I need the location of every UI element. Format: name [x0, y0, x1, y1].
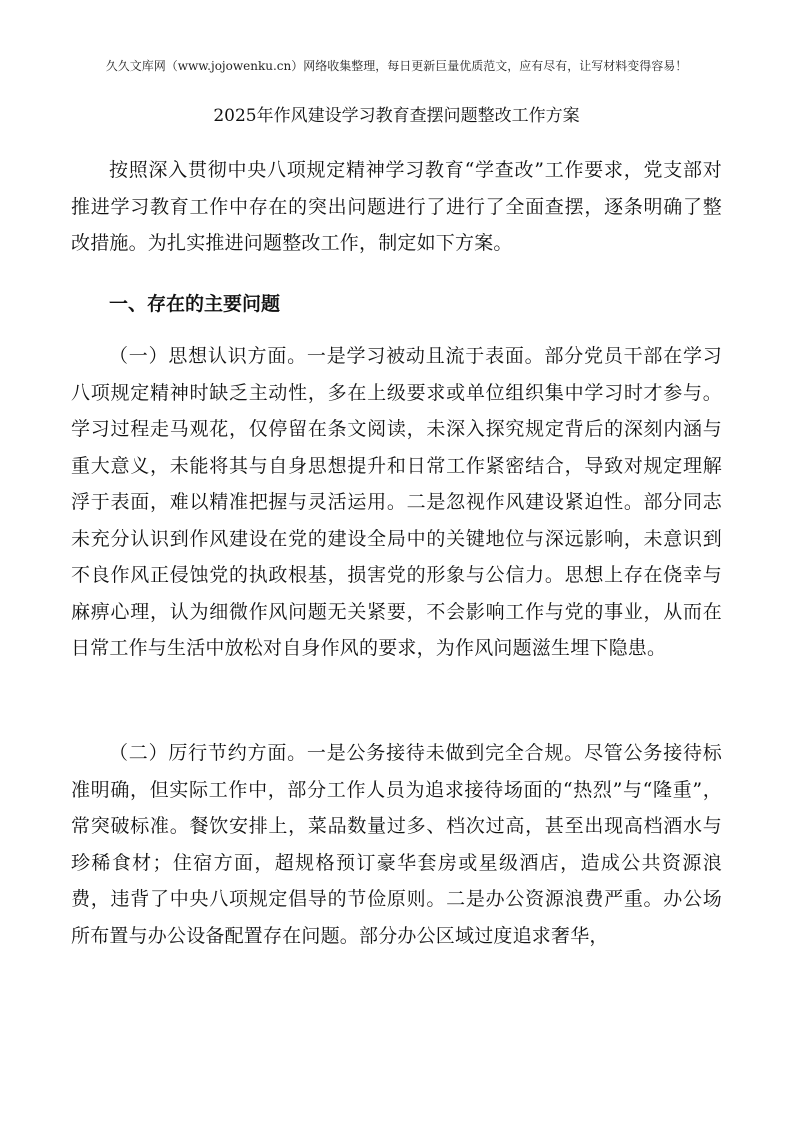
intro-paragraph: 按照深入贯彻中央八项规定精神学习教育“学查改”工作要求，党支部对推进学习教育工作中存在的突出问题进行了进行了全面查摆，逐条明确了整改措施。为扎实推进问题整改工作，制定如下方案。 — [71, 159, 722, 254]
paragraph-thought-awareness: （一）思想认识方面。一是学习被动且流于表面。部分党员干部在学习八项规定精神时缺乏主动性，多在上级要求或单位组织集中学习时才参与。学习过程走马观花，仅停留在条文阅读，未深入探究规定背后的深刻内涵与重大意义，未能将其与自身思想提升和日常工作紧密结合，导致对规定理解浮于表面，难以精准把握与灵活运用。二是忽视作风建设紧迫性。部分同志未充分认识到作风建设在党的建设全局中的关键地位与深远影响，未意识到不良作风正侵蚀党的执政根基，损害党的形象与公信力。思想上存在侥幸与麻痹心理，认为细微作风问题无关紧要，不会影响工作与党的事业，从而在日常工作与生活中放松对自身作风的要求，为作风问题滋生埋下隐患。 — [71, 345, 722, 659]
section-heading-1: 一、存在的主要问题 — [109, 293, 281, 315]
header-note: 久久文库网（www.jojowenku.cn）网络收集整理，每日更新巨量优质范文，应有尽有，让写材料变得容易！ — [105, 59, 688, 73]
document-title: 2025年作风建设学习教育查摆问题整改工作方案 — [213, 106, 580, 126]
paragraph-frugality: （二）厉行节约方面。一是公务接待未做到完全合规。尽管公务接待标准明确，但实际工作中，部分工作人员为追求接待场面的“热烈”与“隆重”，常突破标准。餐饮安排上，菜品数量过多、档次过高，甚至出现高档酒水与珍稀食材；住宿方面，超规格预订豪华套房或星级酒店，造成公共资源浪费，违背了中央八项规定倡导的节俭原则。二是办公资源浪费严重。办公场所布置与办公设备配置存在问题。部分办公区域过度追求奢华， — [71, 742, 722, 947]
